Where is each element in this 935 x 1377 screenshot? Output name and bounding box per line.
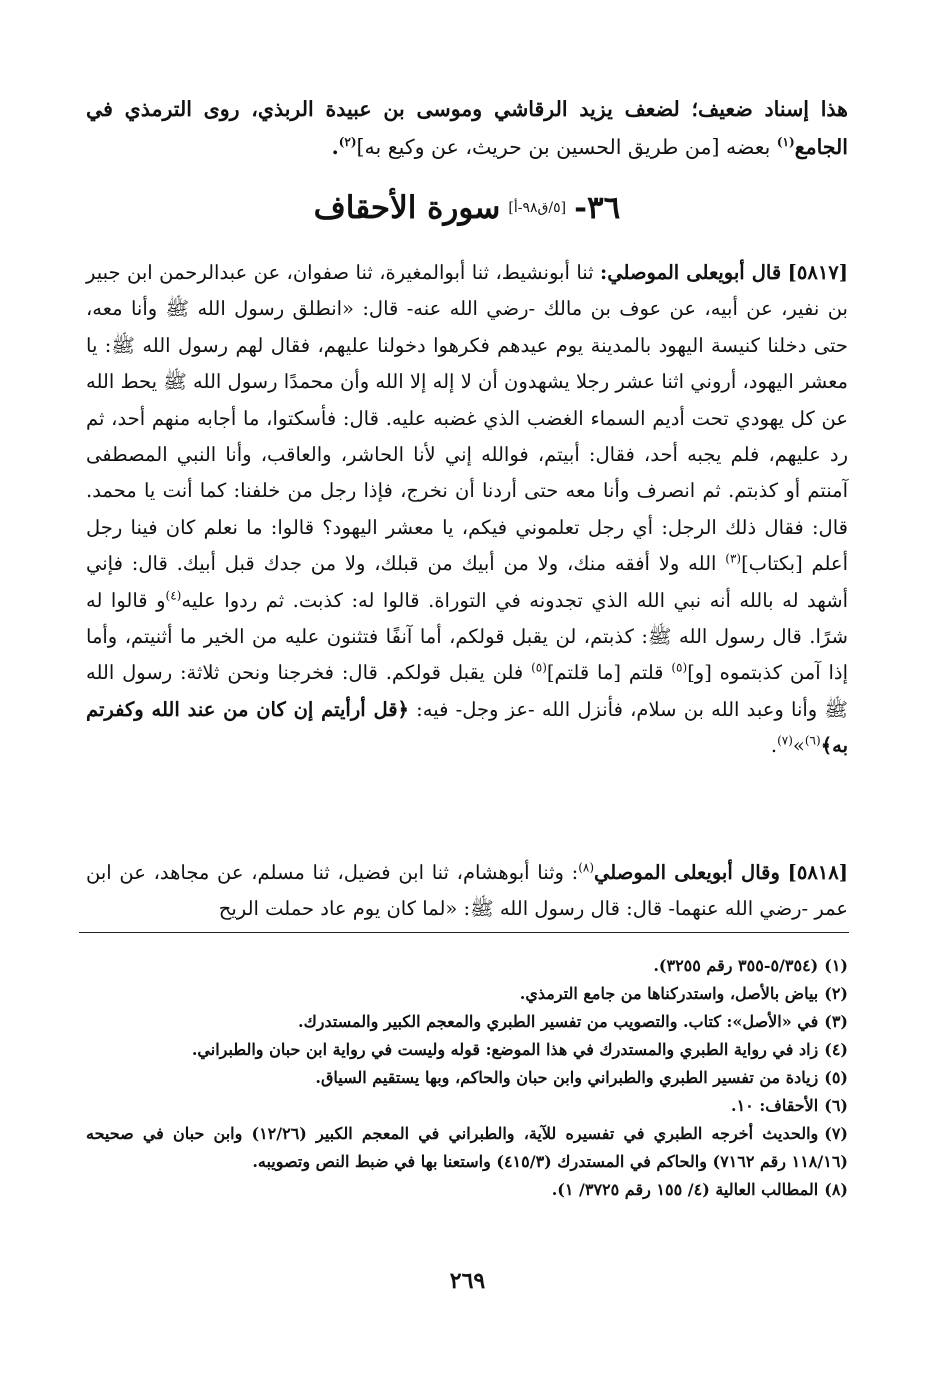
footnote-ref-3[interactable]: (٣) [725,551,742,566]
footnote-number: (٧) [824,1124,848,1143]
footnote-text: الأحقاف: ١٠. [730,1096,819,1115]
footnote-text: زيادة من تفسير الطبري والطبراني وابن حبان والحاكم، وبها يستقيم السياق. [315,1068,819,1087]
intro-text: هذا إسناد ضعيف؛ لضعف يزيد الرقاشي وموسى بن عبيدة الربذي، روى الترمذي في الجامع [86,97,848,159]
footnote-ref-1[interactable]: (١) [776,135,795,150]
footnote-item [86,1008,848,1036]
footnote-ref-6[interactable]: (٦) [804,733,821,748]
footnote-item [86,1092,848,1120]
intro-end: . [331,135,339,159]
footnote-ref-7[interactable]: (٧) [777,733,793,748]
hadith-5817 [86,255,848,765]
footnotes [86,952,848,1204]
footnote-number: (١) [824,956,848,975]
footnote-text: (٥/٣٥٤-٣٥٥ رقم ٣٢٥٥). [653,956,819,975]
footnote-ref-5[interactable]: (٥) [671,660,688,675]
sura-number: ٣٦- [574,190,621,226]
footnote-text: في «الأصل»: كتاب. والتصويب من تفسير الطبري والمعجم الكبير والمستدرك. [298,1012,819,1031]
footnote-number: (٣) [824,1012,848,1031]
manuscript-ref: [٥/ق٩٨-أ] [508,200,567,216]
hadith-text: قلتم [ما قلتم] [546,661,672,685]
footnote-ref-8[interactable]: (٨) [578,860,595,875]
footnote-item [86,1036,848,1064]
footnote-number: (٢) [824,984,848,1003]
quran-verse: ﴿قل أرأيتم إن كان من عند الله وكفرتم به﴾ [86,697,848,758]
hadith-lead: قال أبويعلى الموصلي: [600,261,782,284]
footnote-item [86,1064,848,1092]
hadith-5818 [86,855,848,928]
footnote-divider [79,932,849,933]
hadith-text: الله ولا أفقه منك، ولا من أبيك من قبلك، ولا من جدك قبل أبيك. قال: فإني أشهد له بالله أنه نبي الله الذي تجدونه في التوراة. قالوا له: كذبت. ثم ردوا عليه [86,552,848,612]
footnote-ref-2[interactable]: (٢) [338,135,357,150]
footnote-text: المطالب العالية (٤/ ١٥٥ رقم ٣٧٢٥/ ١). [551,1180,819,1199]
intro-paragraph [86,90,848,166]
sura-heading [86,190,848,226]
hadith-text: ثنا أبونشيط، ثنا أبوالمغيرة، ثنا صفوان، عن عبدالرحمن ابن جبير بن نفير، عن أبيه، عن عوف بن مالك -رضي الله عنه- قال: «انطلق رسول الله ﷺ وأنا معه، حتى دخلنا كنيسة اليهود بالمدينة يوم عيدهم فكرهوا دخولنا عليهم، فقال لهم رسول الله ﷺ: يا معشر اليهود، أروني اثنا عشر رجلا يشهدون أن لا إله إلا الله وأن محمدًا رسول الله ﷺ يحط الله عن كل يهودي تحت أديم السماء الغضب الذي غضبه عليه. قال: فأسكتوا، ما أجابه منهم أحد، ثم رد عليهم، فلم يجبه أحد، فقال: أبيتم، فوالله إني لأنا الحاشر، والعاقب، وأنا النبي المصطفى آمنتم أو كذبتم. ثم انصرف وأنا معه حتى أردنا أن نخرج، فإذا رجل من خلفنا: كما أنت يا محمد. قال: فقال ذلك الرجل: أي رجل تعلموني فيكم، يا معشر اليهود؟ قالوا: ما نعلم كان فينا رجل أعلم [بكتاب] [86,261,848,576]
footnote-ref-4[interactable]: (٤) [165,588,182,603]
hadith-number: [٥٨١٨] [787,861,848,884]
intro-text-2: بعضه [من طريق الحسين بن حريث، عن وكيع به] [356,135,777,159]
footnote-number: (٦) [824,1096,848,1115]
hadith-end: . [770,734,778,758]
sura-title: سورة الأحقاف [313,190,501,226]
footnote-item [86,952,848,980]
hadith-close-quote: » [792,734,805,758]
footnote-number: (٨) [824,1180,848,1199]
hadith-text: : وثنا أبوهشام، ثنا ابن فضيل، ثنا مسلم، عن مجاهد، عن ابن عمر -رضي الله عنهما- قال: قال رسول الله ﷺ: «لما كان يوم عاد حملت الريح [86,861,848,921]
footnote-text: زاد في رواية الطبري والمستدرك في هذا الموضع: قوله وليست في رواية ابن حبان والطبراني. [191,1040,819,1059]
footnote-number: (٥) [824,1068,848,1087]
footnote-text: والحديث أخرجه الطبري في تفسيره للآية، والطبراني في المعجم الكبير (١٢/٢٦) وابن حبان في صحيحه (١١٨/١٦ رقم ٧١٦٢) والحاكم في المستدرك (٤١٥/٣) واستعنا بها في ضبط النص وتصويبه. [86,1124,848,1171]
footnote-ref-5[interactable]: (٥) [531,660,547,675]
footnote-item [86,1120,848,1176]
footnote-number: (٤) [824,1040,848,1059]
hadith-number: [٥٨١٧] [787,261,849,284]
hadith-text: و قالوا له شرًا. قال رسول الله ﷺ: كذبتم، لن يقبل قولكم، أما آنفًا فتثنون عليه من الخير ما أثنيتم، وأما إذا آمن كذبتموه [و] [86,588,848,685]
hadith-text: فلن يقبل قولكم. قال: فخرجنا ونحن ثلاثة: رسول الله ﷺ وأنا وعبد الله بن سلام، فأنزل الله -عز وجل- فيه: [86,661,848,721]
footnote-text: بياض بالأصل، واستدركناها من جامع الترمذي. [519,984,819,1003]
footnote-item [86,1176,848,1204]
hadith-lead: وقال أبويعلى الموصلي [594,861,780,884]
page-number: ٢٦٩ [449,1268,486,1294]
footnote-item [86,980,848,1008]
